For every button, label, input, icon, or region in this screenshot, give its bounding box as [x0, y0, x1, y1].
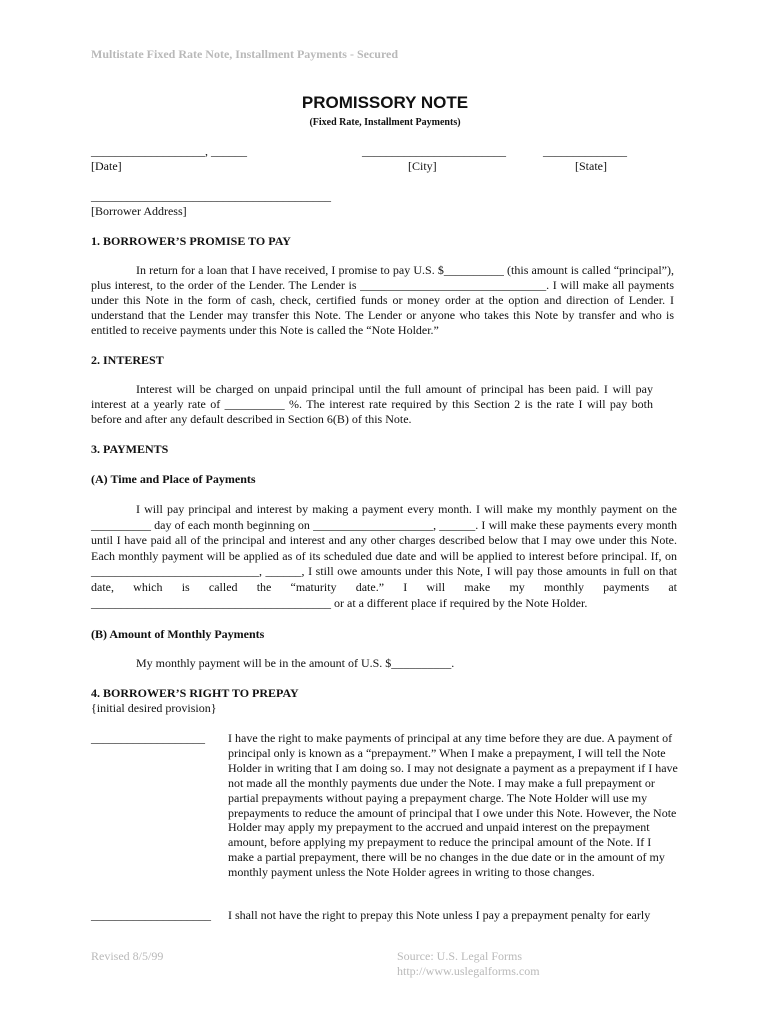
prepay-option-2-text: I shall not have the right to prepay this Note unless I pay a prepayment penalty for early	[228, 908, 651, 922]
section-1-text	[91, 263, 674, 338]
prepay-option-1-paragraph: I have the right to make payments of principal at any time before they are due. A payment of principal only is known as a “prepayment.” When I make a prepayment, I will tell the Note Holder in writing that I am doing so. I may not designate a payment as a prepayment if I have not made all the monthly payments due under the Note. I may make a full prepayment or partial prepayments without paying a prepayment charge. The Note Holder will use my prepayments to reduce the amount of principal that I owe under this Note. However, the Note Holder may apply my prepayment to the accrued and unpaid interest on the prepayment amount, before applying my prepayment to reduce the principal amount of the Note. If I make a partial prepayment, there will be no changes in the due date or in the amount of my monthly payment unless the Note Holder agrees in writing to those changes.	[228, 731, 678, 880]
section-4-heading: 4. BORROWER’S RIGHT TO PREPAY	[91, 686, 299, 700]
section-3-heading: 3. PAYMENTS	[91, 442, 169, 456]
borrower-address-blank[interactable]: ________________________________________	[91, 189, 331, 203]
date-blank[interactable]: ___________________, ______	[91, 144, 247, 158]
prepay-option-1-initial-blank[interactable]: ___________________	[91, 731, 205, 745]
city-label: [City]	[408, 159, 437, 173]
state-blank[interactable]: ______________	[543, 144, 627, 158]
city-blank[interactable]: ________________________	[362, 144, 506, 158]
section-2-heading: 2. INTEREST	[91, 353, 164, 367]
borrower-address-label: [Borrower Address]	[91, 204, 187, 218]
prepay-option-2-initial-blank[interactable]: ____________________	[91, 908, 211, 922]
section-3a-heading: (A) Time and Place of Payments	[91, 472, 256, 486]
document-subtitle: (Fixed Rate, Installment Payments)	[309, 117, 461, 128]
footer-revised-date: Revised 8/5/99	[91, 949, 164, 963]
section-1-heading: 1. BORROWER’S PROMISE TO PAY	[91, 234, 291, 248]
prepay-option-1-text	[228, 731, 679, 880]
section-3a-text	[91, 502, 677, 611]
section-3b-heading: (B) Amount of Monthly Payments	[91, 627, 265, 641]
section-3a-paragraph: I will pay principal and interest by making a payment every month. I will make my monthly payment on the __________ day of each month beginning on ____________________, ______. I will make these payments every month until I have paid all of the principal and interest and any other charges described below that I may owe under this Note. Each monthly payment will be applied as of its scheduled due date and will be applied to interest before principal. If, on ____________________________, ______, I still owe amounts under this Note, I will pay those amounts in full on that date, which is called the “maturity date.” I will make my monthly payments at ________________________________________ or at a different place if required by the Note Holder.	[91, 502, 677, 610]
section-2-paragraph: Interest will be charged on unpaid principal until the full amount of principal has been paid. I will pay interest at a yearly rate of __________ %. The interest rate required by this Section 2 is the rate I will pay both before and after any default described in Section 6(B) of this Note.	[91, 382, 653, 426]
date-label: [Date]	[91, 159, 122, 173]
document-title: PROMISSORY NOTE	[301, 93, 469, 112]
document-type-header: Multistate Fixed Rate Note, Installment Payments - Secured	[91, 47, 399, 61]
section-1-paragraph: In return for a loan that I have received, I promise to pay U.S. $__________ (this amount is called “principal”), plus interest, to the order of the Lender. The Lender is _______________________________. I will make all payments under this Note in the form of cash, check, certified funds or money order at the option and direction of Lender. I understand that the Lender may transfer this Note. The Lender or anyone who takes this Note by transfer and who is entitled to receive payments under this Note is called the “Note Holder.”	[91, 263, 674, 337]
section-2-text	[91, 382, 653, 427]
section-3b-text: My monthly payment will be in the amount of U.S. $__________.	[136, 656, 455, 670]
section-4-note: {initial desired provision}	[91, 701, 217, 715]
footer-source: Source: U.S. Legal Forms	[397, 949, 522, 963]
footer-url[interactable]: http://www.uslegalforms.com	[397, 964, 540, 978]
state-label: [State]	[575, 159, 607, 173]
